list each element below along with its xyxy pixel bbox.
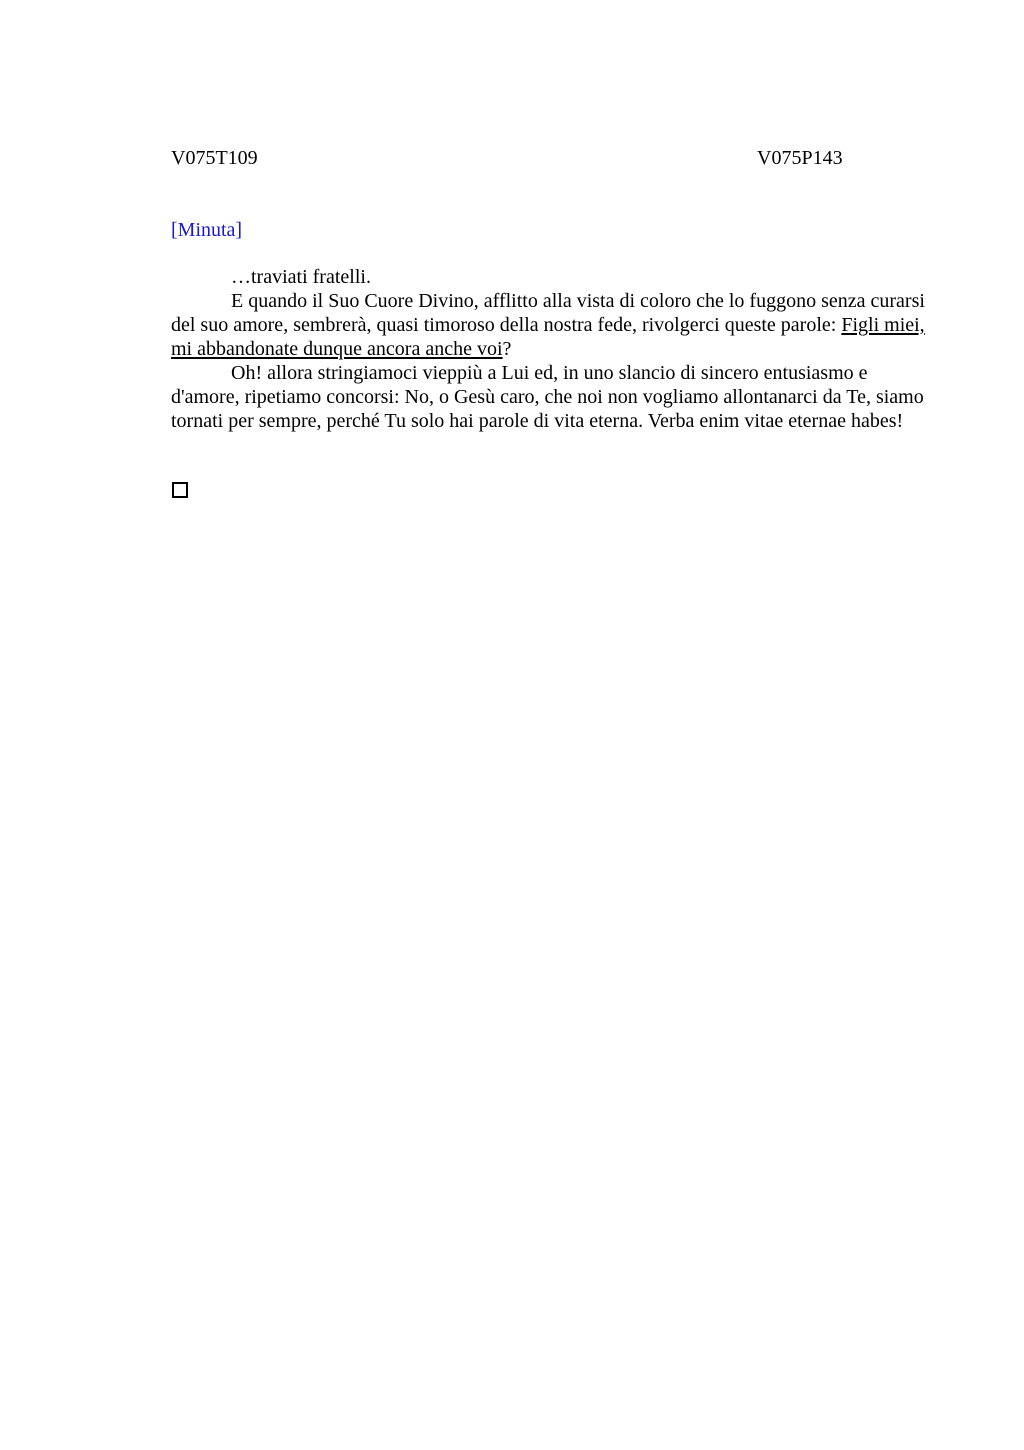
paragraph-1: …traviati fratelli. — [231, 266, 371, 288]
paragraph-2-end: ? — [502, 338, 512, 360]
underlined-quote: Figli miei, mi abbandonate dunque ancora anche voi — [171, 314, 925, 360]
paragraph-3: Oh! allora stringiamoci vieppiù a Lui ed, in uno slancio di sincero entusiasmo e d'amore, ripetiamo concorsi: No, o Gesù caro, che noi non vogliamo allontanarci da Te, siamo tornati per sempre, perché Tu solo hai parole di vita eterna. Verba enim vitae eternae habes! — [171, 362, 924, 432]
document-code-left: V075T109 — [171, 147, 258, 169]
paragraph-2 — [171, 289, 927, 361]
paragraph-2-text: E quando il Suo Cuore Divino, afflitto alla vista di coloro che lo fuggono senza curarsi del suo amore, sembrerà, quasi timoroso della nostra fede, rivolgerci queste parole: — [171, 290, 925, 336]
minuta-label: [Minuta] — [171, 219, 243, 241]
document-body — [171, 265, 927, 433]
empty-square-icon — [172, 482, 188, 498]
document-code-right: V075P143 — [757, 147, 843, 169]
